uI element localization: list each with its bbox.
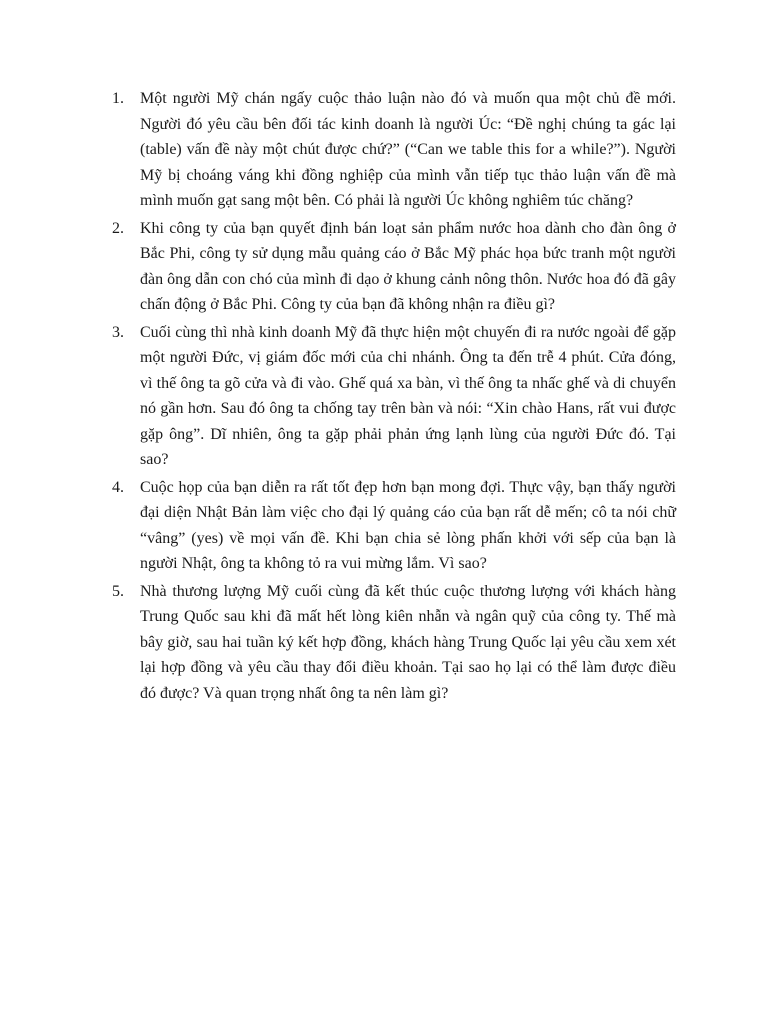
question-list (112, 86, 676, 708)
question-text: Một người Mỹ chán ngấy cuộc thảo luận nào đó và muốn qua một chủ đề mới. Người đó yêu cầu bên đối tác kinh doanh là người Úc: “Đề nghị chúng ta gác lại (table) vấn đề này một chút được chứ?” (“Can we table this for a while?”). Người Mỹ bị choáng váng khi đồng nghiệp của mình vẫn tiếp tục thảo luận vấn đề mà mình muốn gạt sang một bên. Có phải là người Úc không nghiêm túc chăng? (140, 90, 676, 209)
question-item-2 (112, 216, 676, 318)
question-item-3 (112, 320, 676, 473)
question-text: Nhà thương lượng Mỹ cuối cùng đã kết thúc cuộc thương lượng với khách hàng Trung Quốc sau khi đã mất hết lòng kiên nhẫn và ngân quỹ của công ty. Thế mà bây giờ, sau hai tuần ký kết hợp đồng, khách hàng Trung Quốc lại yêu cầu xem xét lại hợp đồng và yêu cầu thay đổi điều khoản. Tại sao họ lại có thể làm được điều đó được? Và quan trọng nhất ông ta nên làm gì? (140, 582, 676, 702)
question-item-4 (112, 475, 676, 577)
question-item-1 (112, 86, 676, 214)
question-number: 1. (112, 90, 124, 107)
question-item-5 (112, 579, 676, 707)
question-number: 3. (112, 323, 124, 341)
question-text: Cuộc họp của bạn diễn ra rất tốt đẹp hơn bạn mong đợi. Thực vậy, bạn thấy người đại diện Nhật Bản làm việc cho đại lý quảng cáo của bạn rất dễ mến; cô ta nói chữ “vâng” (yes) về mọi vấn đề. Khi bạn chia sẻ lòng phấn khởi với sếp của bạn là người Nhật, ông ta không tỏ ra vui mừng lắm. Vì sao? (140, 478, 676, 572)
question-text: Khi công ty của bạn quyết định bán loạt sản phẩm nước hoa dành cho đàn ông ở Bắc Phi, công ty sử dụng mẫu quảng cáo ở Bắc Mỹ phác họa bức tranh một người đàn ông dẫn con chó của mình đi dạo ở khung cảnh nông thôn. Nước hoa đó đã gây chấn động ở Bắc Phi. Công ty của bạn đã không nhận ra điều gì? (140, 219, 676, 313)
question-number: 2. (112, 219, 124, 237)
question-number: 4. (112, 478, 124, 496)
question-text: Cuối cùng thì nhà kinh doanh Mỹ đã thực hiện một chuyến đi ra nước ngoài để gặp một người Đức, vị giám đốc mới của chi nhánh. Ông ta đến trễ 4 phút. Cửa đóng, vì thế ông ta gõ cửa và đi vào. Ghế quá xa bàn, vì thế ông ta nhấc ghế và di chuyển nó gần hơn. Sau đó ông ta chống tay trên bàn và nói: “Xin chào Hans, rất vui được gặp ông”. Dĩ nhiên, ông ta gặp phải phản ứng lạnh lùng của người Đức đó. Tại sao? (140, 323, 676, 468)
question-number: 5. (112, 582, 124, 600)
